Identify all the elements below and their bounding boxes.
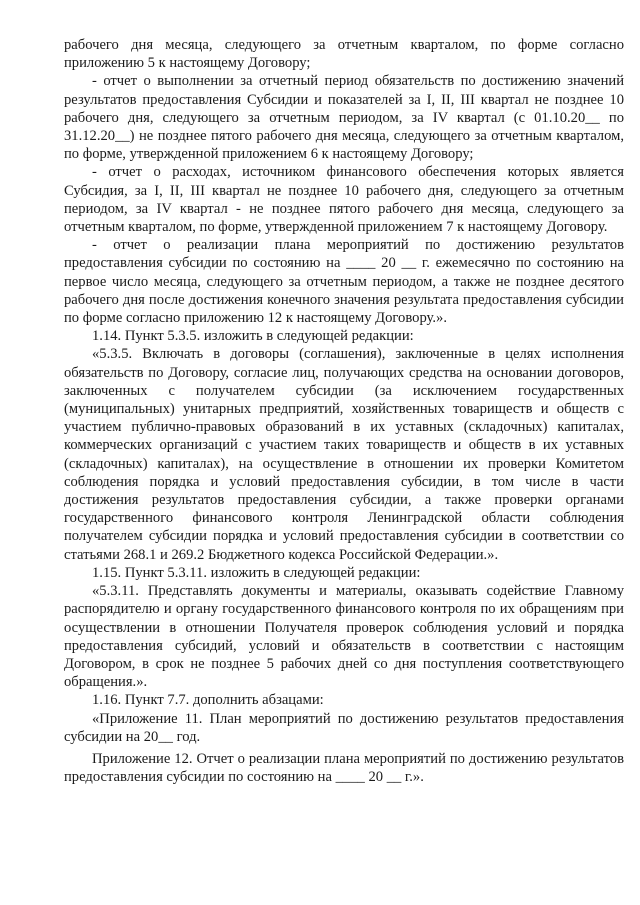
paragraph-report-obligations: - отчет о выполнении за отчетный период обязательств по достижению значений результатов предоставления Субсидии и показателей за I, II, III квартал не позднее 10 рабочего дня, следующего за отчетным периодом, за IV квартал (с 01.10.20__ по 31.12.20__) не позднее пятого рабочего дня месяца, следующего за отчетным кварталом, по форме, утвержденной приложением 6 к настоящему Договору; [64,73,624,163]
paragraph-appendix-12: Приложение 12. Отчет о реализации плана мероприятий по достижению результатов предоставления субсидии по состоянию на ____ 20 __ г.». [64,750,624,786]
paragraph-clause-5-3-11: «5.3.11. Представлять документы и материалы, оказывать содействие Главному распорядителю и органу государственного финансового контроля по их обращениям при осуществлении в отношении Получателя проверок соблюдения условий и порядка предоставления субсидий, условий и обязательств в соответствии с настоящим Договором, в срок не позднее 5 рабочих дней со дня поступления соответствующего обращения.». [64,583,624,691]
paragraph-continuation: рабочего дня месяца, следующего за отчетным кварталом, по форме согласно приложению 5 к настоящему Договору; [64,37,624,72]
paragraph-item-1-16: 1.16. Пункт 7.7. дополнить абзацами: [92,692,324,709]
paragraph-report-expenses: - отчет о расходах, источником финансового обеспечения которых является Субсидия, за I, II, III квартал не позднее 10 рабочего дня, следующего за отчетным периодом, за IV квартал - не позднее пятого рабочего дня месяца, следующего за отчетным кварталом, по форме, утвержденной приложением 7 к настоящему Договору. [64,164,624,236]
paragraph-report-plan: - отчет о реализации плана мероприятий по достижению результатов предоставления субсидии по состоянию на ____ 20 __ г. ежемесячно по состоянию на первое число месяца, следующего за отчетным периодом, а также не позднее десятого рабочего дня после достижения конечного значения результата предоставления субсидии по форме согласно приложению 12 к настоящему Договору.». [64,237,624,327]
document-page [64,36,624,786]
paragraph-item-1-15: 1.15. Пункт 5.3.11. изложить в следующей редакции: [92,564,421,581]
paragraph-appendix-11: «Приложение 11. План мероприятий по достижению результатов предоставления субсидии на 20__ год. [64,710,624,745]
paragraph-item-1-14: 1.14. Пункт 5.3.5. изложить в следующей редакции: [92,328,414,345]
paragraph-clause-5-3-5: «5.3.5. Включать в договоры (соглашения), заключенные в целях исполнения обязательств по Договору, согласие лиц, получающих средства на основании договоров, заключенных с получателем субсидии (за исключением государственных (муниципальных) унитарных предприятий, хозяйственных товариществ и обществ с участием публично-правовых образований в их уставных (складочных) капиталах, коммерческих организаций с участием таких товариществ и обществ в их уставных (складочных) капиталах), на осуществление в отношении их проверки Комитетом соблюдения порядка и условий предоставления субсидии, в том числе в части достижения результатов предоставления субсидии, а также проверки органами государственного финансового контроля Ленинградской области соблюдения получателем субсидии порядка и условий предоставления субсидии в соответствии со статьями 268.1 и 269.2 Бюджетного кодекса Российской Федерации.». [64,346,624,563]
